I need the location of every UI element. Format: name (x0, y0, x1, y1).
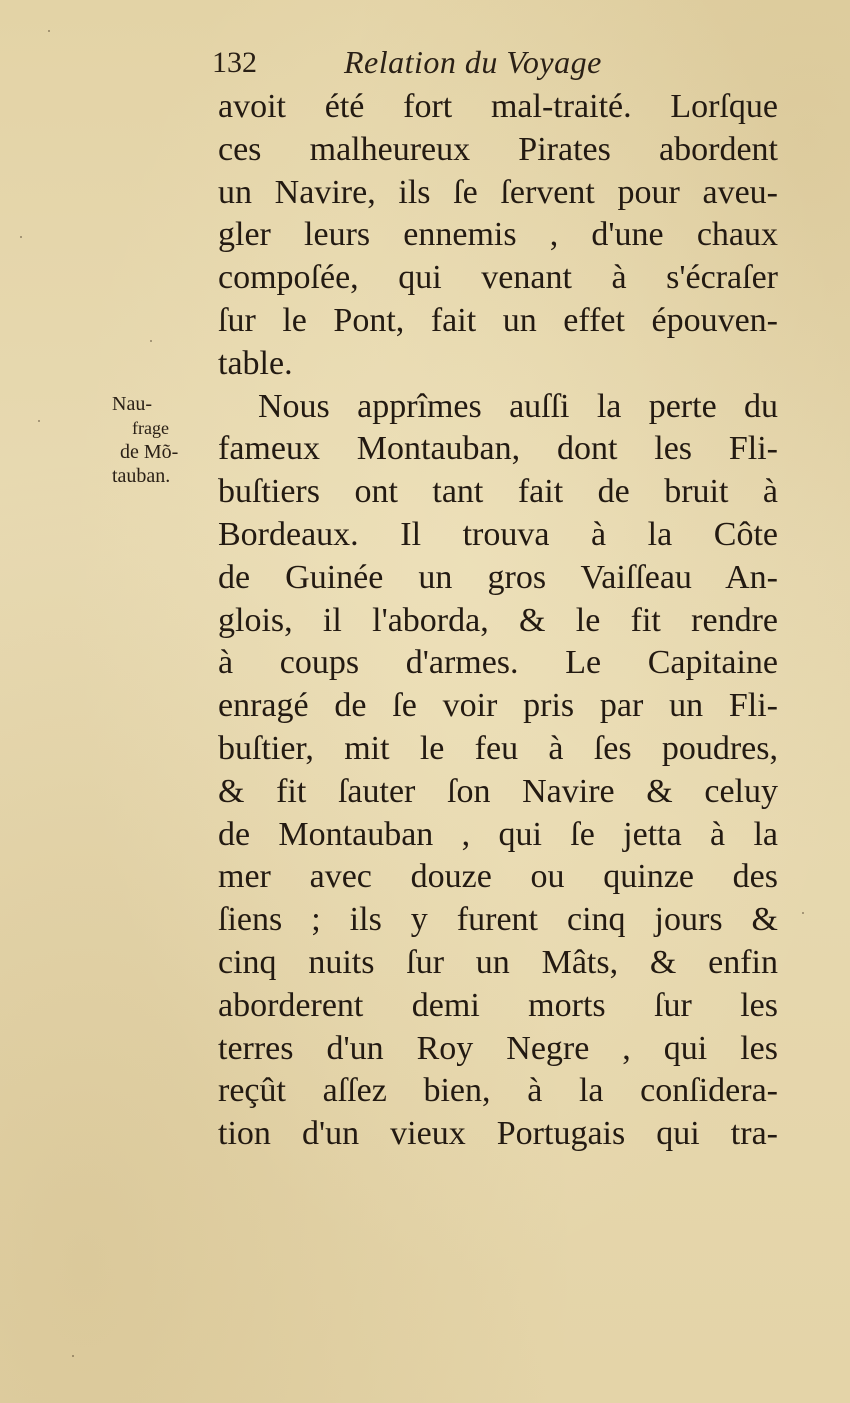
text-line: à coups d'armes. Le Capitaine (218, 644, 778, 682)
text-line: de Montauban , qui ſe jetta à la (218, 815, 778, 853)
marginal-note-line: de Mõ- (120, 441, 179, 463)
marginal-note-line: tauban. (112, 465, 171, 487)
marginal-note-line: Nau- (112, 393, 152, 415)
paragraph-start-line: Nous apprîmes auſſi la perte du (258, 387, 778, 425)
page-number: 132 (212, 46, 257, 79)
marginal-note-line: frage (132, 418, 169, 438)
text-line: tion d'un vieux Portugais qui tra- (218, 1115, 778, 1153)
text-line: terres d'un Roy Negre , qui les (218, 1029, 778, 1067)
text-line: buſtier, mit le feu à ſes poudres, (218, 729, 778, 767)
text-line: reçût aſſez bien, à la conſidera- (218, 1072, 778, 1110)
text-line: de Guinée un gros Vaiſſeau An- (218, 558, 778, 596)
speck (20, 236, 22, 238)
text-line: compoſée, qui venant à s'écraſer (218, 259, 778, 297)
text-line: ſur le Pont, fait un effet épouven- (218, 301, 778, 339)
speck (38, 420, 40, 422)
text-line: ſiens ; ils y furent cinq jours & (218, 901, 778, 939)
text-line: cinq nuits ſur un Mâts, & enfin (218, 943, 778, 981)
text-line: gler leurs ennemis , d'une chaux (218, 216, 778, 254)
text-line: un Navire, ils ſe ſervent pour aveu- (218, 173, 778, 211)
speck (802, 912, 804, 914)
text-line: enragé de ſe voir pris par un Fli- (218, 687, 778, 725)
speck (48, 30, 50, 32)
text-line: & fit ſauter ſon Navire & celuy (218, 772, 778, 810)
speck (72, 1355, 74, 1357)
text-line: buſtiers ont tant fait de bruit à (218, 473, 778, 511)
text-line: Bordeaux. Il trouva à la Côte (218, 515, 778, 553)
running-title: Relation du Voyage (344, 44, 602, 80)
text-line: aborderent demi morts ſur les (218, 986, 778, 1024)
text-line: table. (218, 344, 293, 382)
text-line: glois, il l'aborda, & le fit rendre (218, 601, 778, 639)
text-line: avoit été fort mal-traité. Lorſque (218, 88, 778, 125)
text-line: ces malheureux Pirates abordent (218, 130, 778, 168)
speck (150, 340, 152, 342)
text-line: mer avec douze ou quinze des (218, 858, 778, 896)
marginal-note (112, 392, 212, 488)
text-line: fameux Montauban, dont les Fli- (218, 430, 778, 468)
body-text (218, 86, 778, 1156)
page-header (212, 42, 772, 86)
